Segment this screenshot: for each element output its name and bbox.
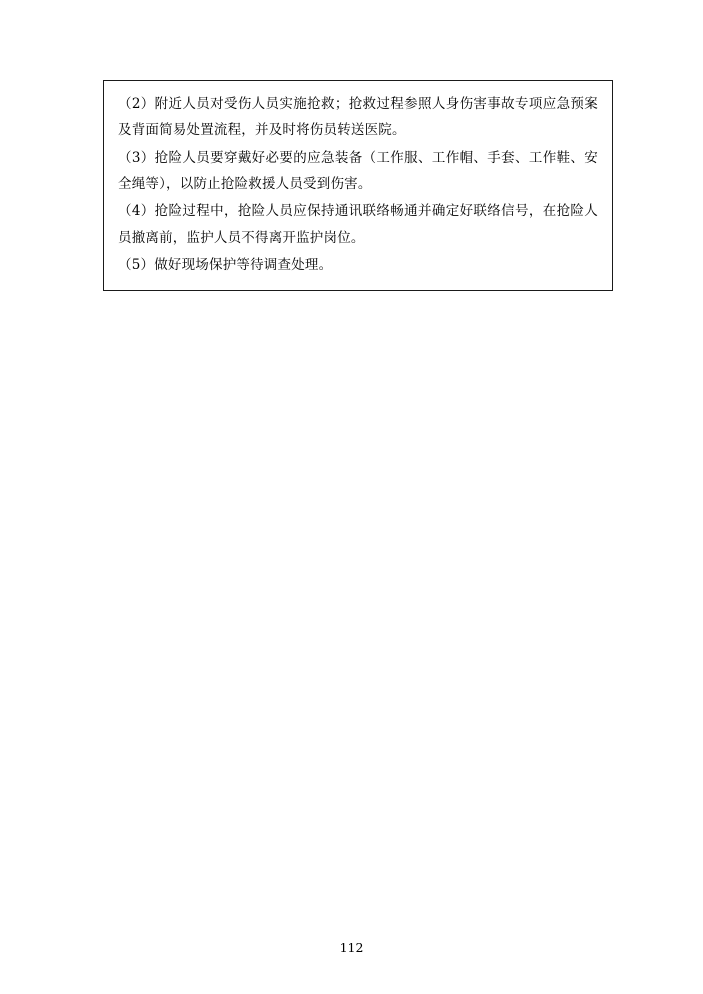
- paragraph-item-2: （2）附近人员对受伤人员实施抢救；抢救过程参照人身伤害事故专项应急预案及背面简易处置流程，并及时将伤员转送医院。: [118, 96, 598, 139]
- paragraph-item-5: （5）做好现场保护等待调查处理。: [118, 256, 333, 273]
- bordered-text-block: [103, 80, 613, 291]
- paragraph-item-4: （4）抢险过程中，抢险人员应保持通讯联络畅通并确定好联络信号，在抢险人员撤离前，监护人员不得离开监护岗位。: [118, 203, 598, 246]
- page-number: 112: [339, 940, 364, 955]
- paragraph-item-3: （3）抢险人员要穿戴好必要的应急装备（工作服、工作帽、手套、工作鞋、安全绳等），以防止抢险救援人员受到伤害。: [118, 149, 598, 192]
